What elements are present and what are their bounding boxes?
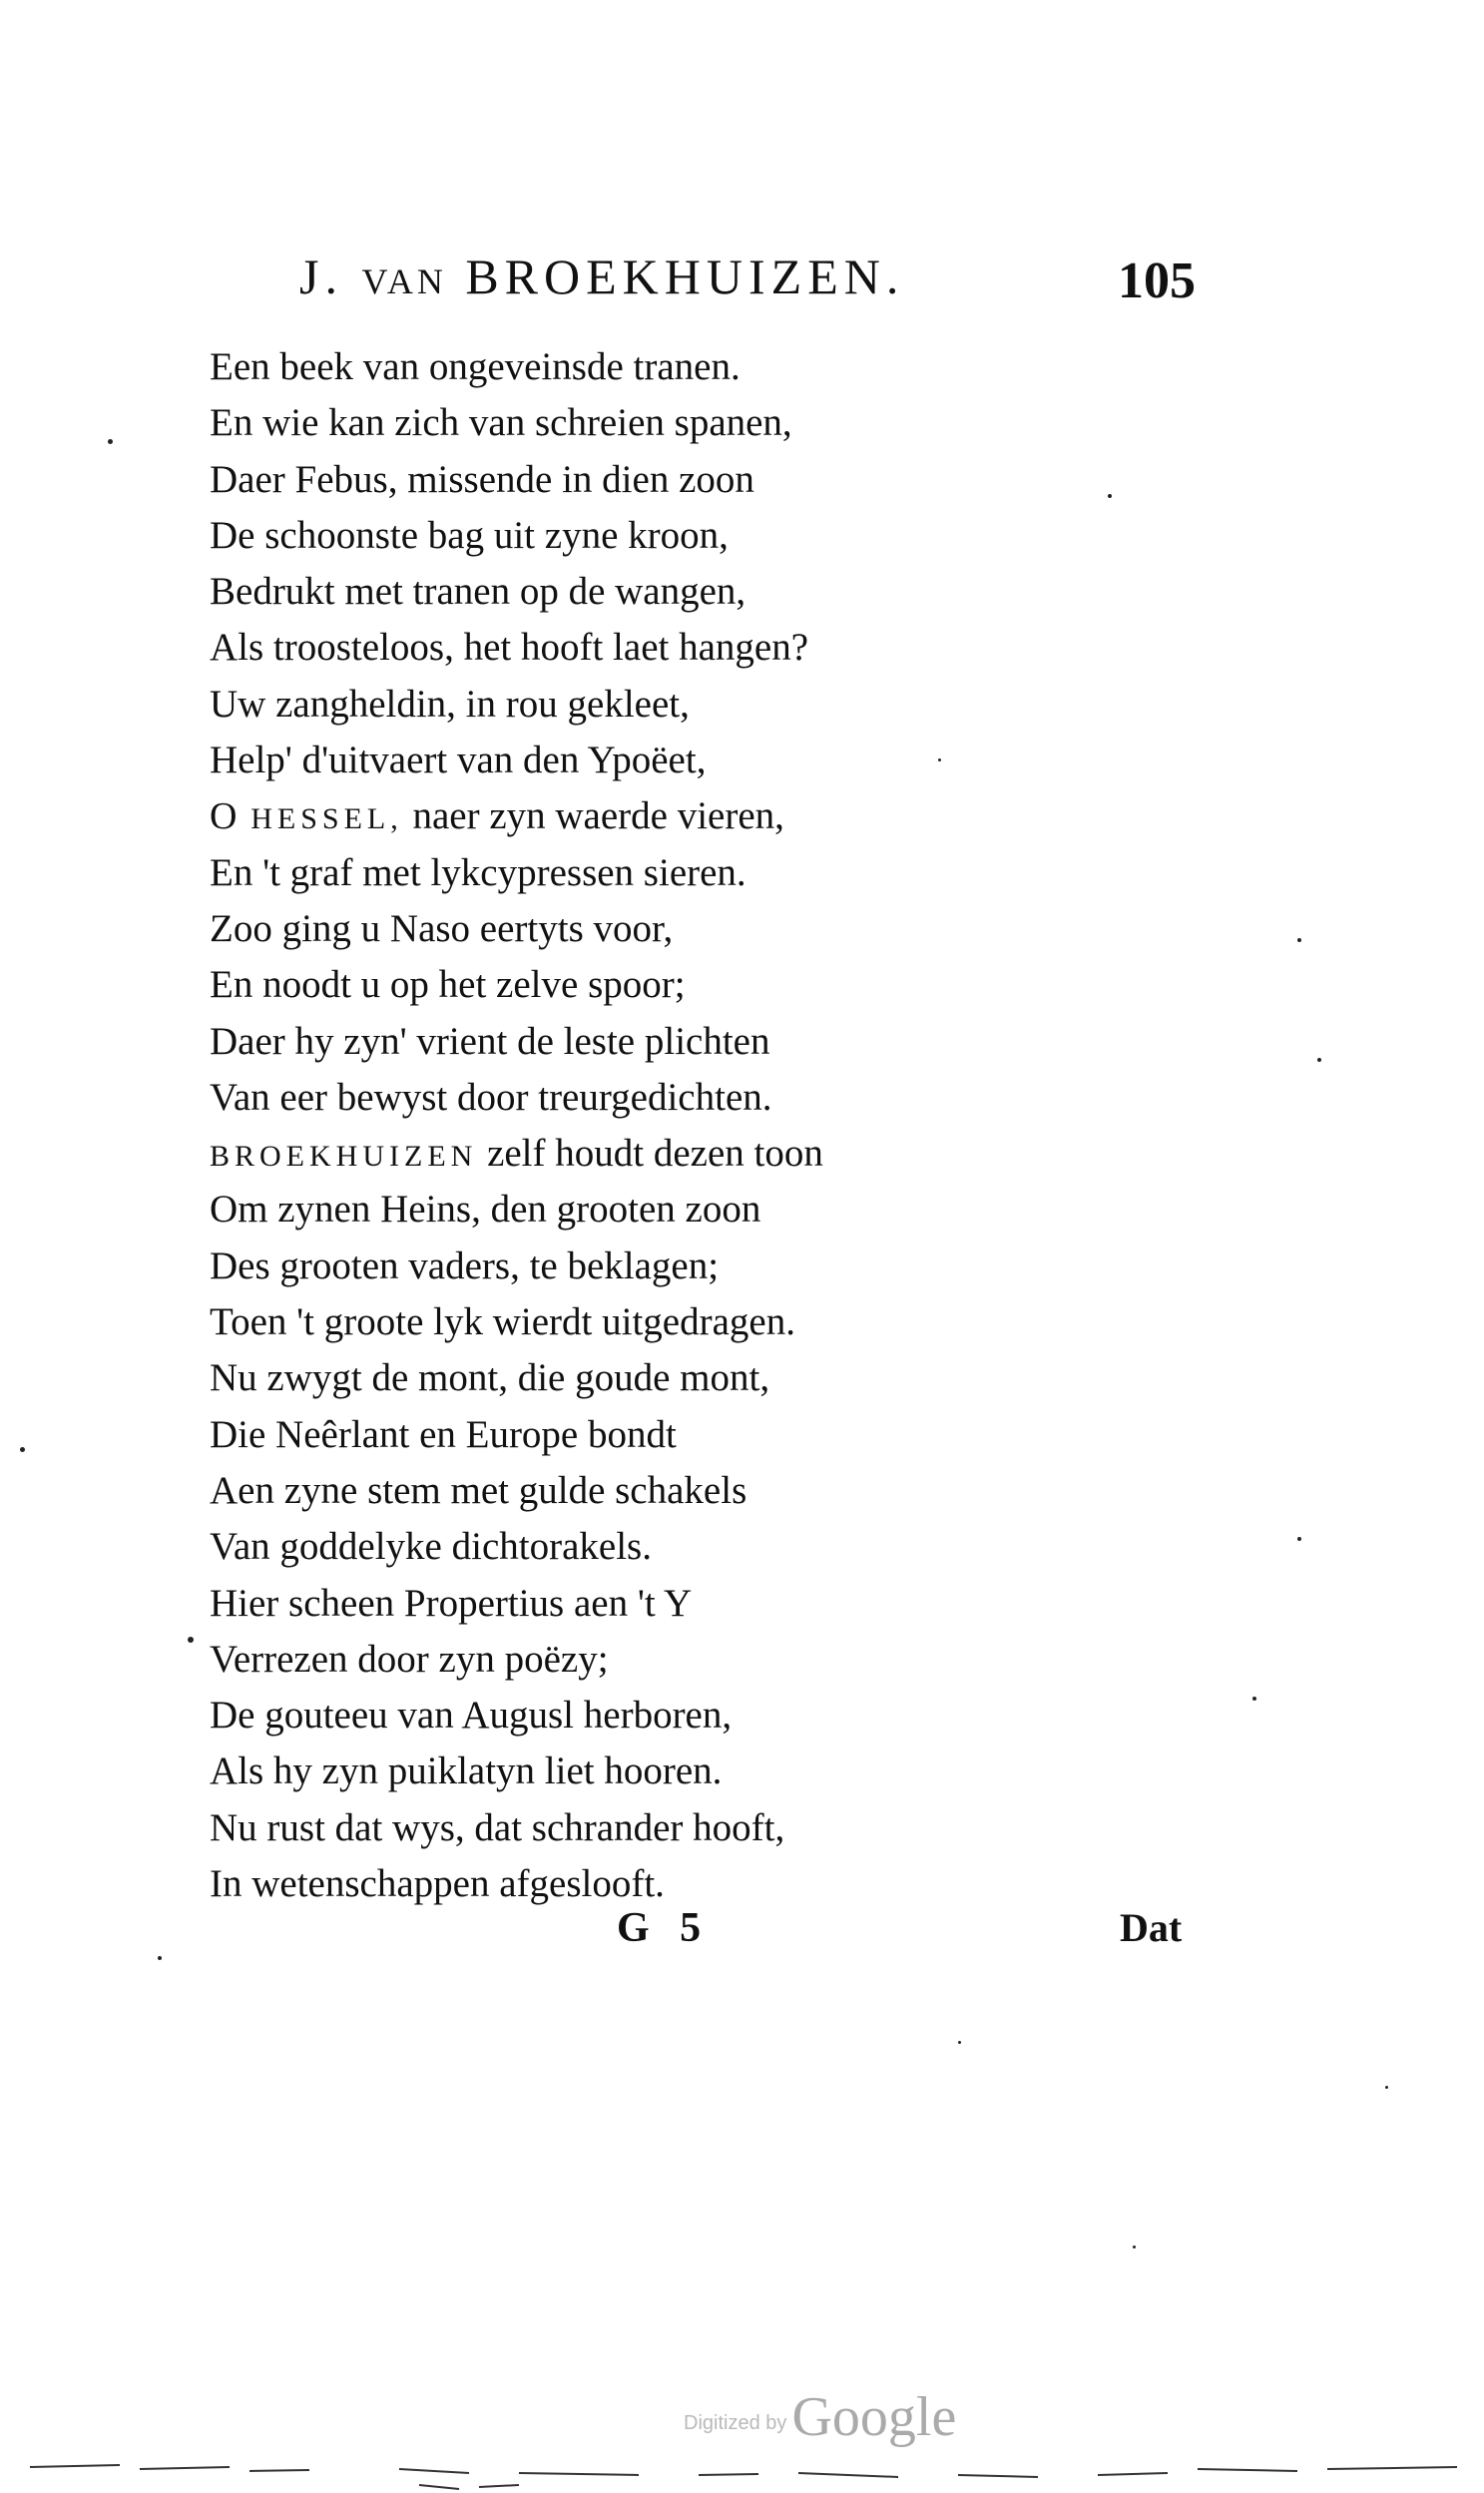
digitized-watermark [684, 2385, 956, 2449]
poem-line-text: naer zyn waerde vieren, [412, 794, 784, 838]
scan-speck [958, 2041, 961, 2044]
poem-line: Zoo ging u Naso eertyts voor, [210, 906, 674, 950]
poem-line: Bedrukt met tranen op de wangen, [210, 570, 746, 614]
scan-speck [108, 439, 113, 444]
poem-line [210, 1126, 823, 1182]
poem-line: Toen 't groote lyk wierdt uitgedragen. [210, 1300, 795, 1344]
poem-text [210, 339, 823, 1912]
scan-speck [188, 1637, 194, 1643]
poem-line: En wie kan zich van schreien spanen, [210, 401, 792, 445]
poem-line: Daer Febus, missende in dien zoon [210, 457, 754, 501]
poem-line: Daer hy zyn' vrient de leste plichten [210, 1019, 770, 1063]
name-hessel: HESSEL, [250, 802, 403, 836]
scan-speck [1317, 1058, 1321, 1062]
poem-line: Verrezen door zyn poëzy; [210, 1637, 609, 1681]
poem-line: Van eer bewyst door treurgedichten. [210, 1075, 772, 1119]
author-surname: BROEKHUIZEN. [465, 249, 905, 304]
poem-line: Om zynen Heins, den grooten zoon [210, 1188, 761, 1232]
poem-line: Als hy zyn puiklatyn liet hooren. [210, 1749, 723, 1793]
poem-line: De gouteeu van Augusl herboren, [210, 1694, 733, 1738]
scan-speck [1385, 2086, 1388, 2089]
poem-line: Nu zwygt de mont, die goude mont, [210, 1356, 770, 1400]
poem-line: Hier scheen Propertius aen 't Y [210, 1581, 693, 1625]
scan-speck [20, 1447, 25, 1452]
author-van: VAN [361, 261, 447, 301]
watermark-prefix: Digitized by [684, 2412, 787, 2434]
poem-line: En noodt u op het zelve spoor; [210, 963, 686, 1007]
poem-line: Uw zangheldin, in rou gekleet, [210, 682, 690, 726]
poem-line: De schoonste bag uit zyne kroon, [210, 513, 729, 557]
scan-speck [1297, 938, 1301, 942]
poem-line: In wetenschappen afgeslooft. [210, 1862, 665, 1906]
name-broekhuizen: BROEKHUIZEN [210, 1140, 478, 1174]
poem-line: En 't graf met lykcypressen sieren. [210, 850, 746, 894]
poem-line: Een beek van ongeveinsde tranen. [210, 345, 741, 388]
running-head [299, 249, 905, 304]
poem-line: Des grooten vaders, te beklagen; [210, 1244, 720, 1287]
scan-speck [938, 758, 941, 761]
poem-line [210, 788, 823, 844]
page-number: 105 [1118, 252, 1196, 309]
catchword: Dat [1120, 1905, 1183, 1950]
poem-line: Help' d'uitvaert van den Ypoëet, [210, 739, 707, 782]
poem-line: Nu rust dat wys, dat schrander hooft, [210, 1805, 785, 1849]
author-initial: J. [299, 249, 343, 304]
poem-line-text: zelf houdt dezen toon [487, 1132, 823, 1176]
poem-line: Aen zyne stem met gulde schakels [210, 1468, 747, 1512]
scan-edge-lines [0, 2455, 1484, 2493]
poem-line: Als troosteloos, het hooft laet hangen? [210, 626, 809, 670]
signature-mark: G 5 [617, 1905, 712, 1951]
scan-speck [1108, 494, 1112, 498]
poem-line: Die Neêrlant en Europe bondt [210, 1412, 677, 1456]
scan-speck [1297, 1537, 1301, 1541]
poem-line: Van goddelyke dichtorakels. [210, 1525, 652, 1569]
watermark-brand: Google [791, 2386, 957, 2448]
scan-speck [1252, 1697, 1256, 1701]
scan-speck [1133, 2245, 1136, 2248]
scan-speck [158, 1956, 162, 1960]
vocative-o: O [210, 795, 242, 838]
